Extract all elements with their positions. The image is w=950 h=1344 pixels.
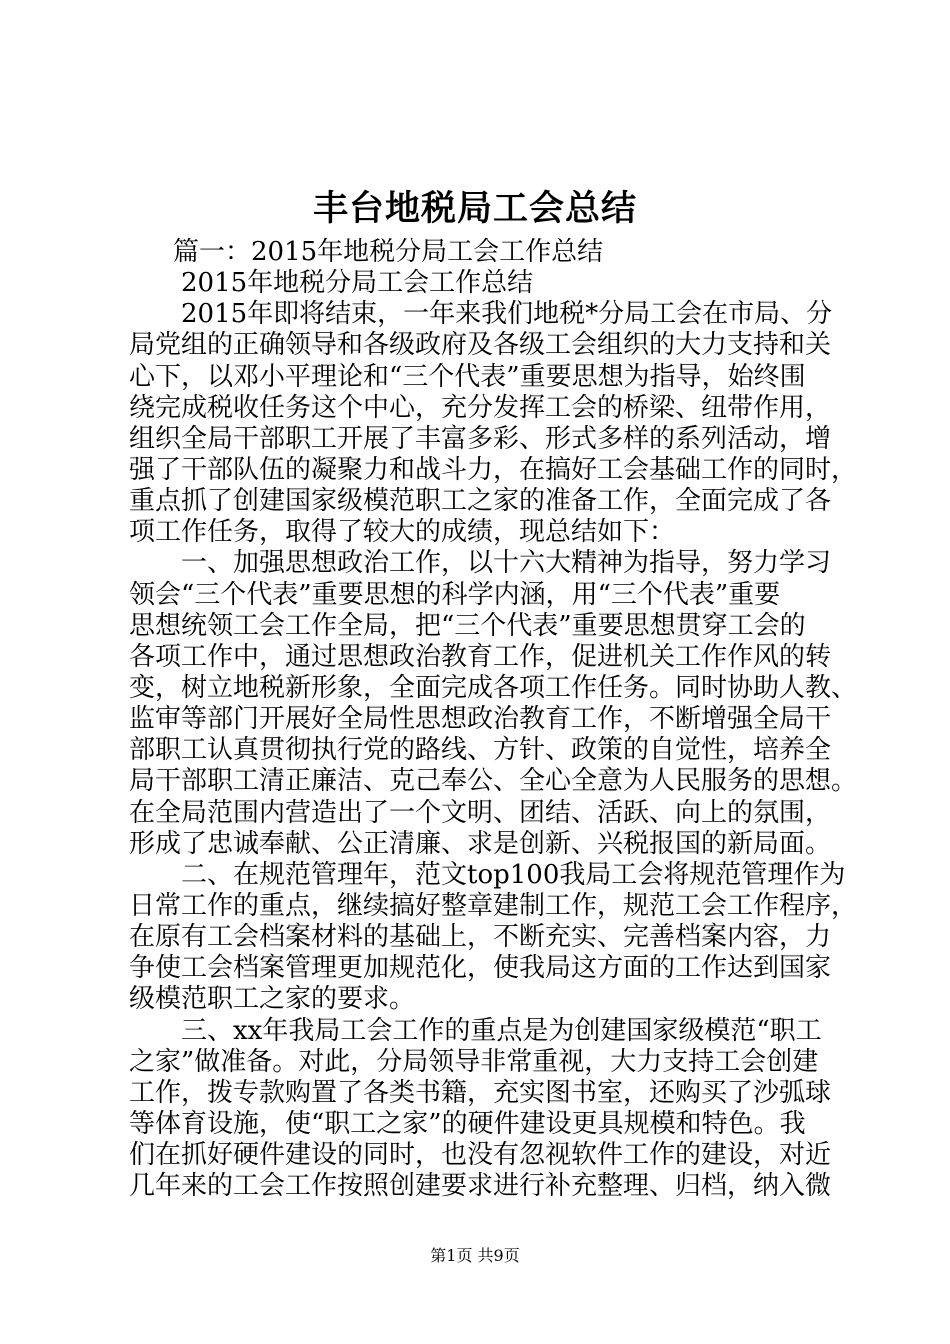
paragraph-line: 心下，以邓小平理论和“三个代表”重要思想为指导，始终围 — [129, 361, 806, 392]
paragraph-line: 监审等部门开展好全局性思想政治教育工作，不断增强全局干 — [129, 704, 832, 735]
document-body — [129, 237, 858, 1202]
page-footer: 第1页 共9页 — [430, 1246, 520, 1265]
subtitle: 2015年地税分局工会工作总结 — [181, 268, 534, 299]
paragraph-line: 变，树立地税新形象，全面完成各项工作任务。同时协助人教、 — [129, 672, 858, 703]
paragraph-line: 在原有工会档案材料的基础上，不断充实、完善档案内容，力 — [129, 922, 832, 953]
paragraph-line: 级模范职工之家的要求。 — [129, 984, 416, 1015]
paragraph-line: 几年来的工会工作按照创建要求进行补充整理、归档，纳入微 — [129, 1171, 832, 1202]
paragraph-line: 三、xx年我局工会工作的重点是为创建国家级模范“职工 — [181, 1015, 822, 1046]
paragraph-line: 2015年即将结束，一年来我们地税*分局工会在市局、分 — [181, 299, 833, 330]
paragraph-line: 各项工作中，通过思想政治教育工作，促进机关工作作风的转 — [129, 641, 832, 672]
paragraph-line: 部职工认真贯彻执行党的路线、方针、政策的自觉性，培养全 — [129, 735, 832, 766]
paragraph-line: 等体育设施，使“职工之家”的硬件建设更具规模和特色。我 — [129, 1108, 806, 1139]
paragraph-line: 重点抓了创建国家级模范职工之家的准备工作，全面完成了各 — [129, 486, 832, 517]
section-heading: 篇一：2015年地税分局工会工作总结 — [173, 237, 604, 267]
paragraph-line: 局党组的正确领导和各级政府及各级工会组织的大力支持和关 — [129, 330, 832, 361]
paragraph-line: 二、在规范管理年，范文top100我局工会将规范管理作为 — [181, 859, 846, 890]
paragraph-line: 们在抓好硬件建设的同时，也没有忽视软件工作的建设，对近 — [129, 1140, 832, 1171]
paragraph-line: 一、加强思想政治工作，以十六大精神为指导，努力学习 — [181, 548, 832, 579]
paragraph-line: 组织全局干部职工开展了丰富多彩、形式多样的系列活动，增 — [129, 423, 832, 454]
paragraph-line: 思想统领工会工作全局，把“三个代表”重要思想贯穿工会的 — [129, 610, 806, 641]
paragraph-line: 局干部职工清正廉洁、克己奉公、全心全意为人民服务的思想。 — [129, 766, 858, 797]
paragraph-line: 强了干部队伍的凝聚力和战斗力，在搞好工会基础工作的同时， — [129, 454, 858, 485]
paragraph-line: 形成了忠诚奉献、公正清廉、求是创新、兴税报国的新局面。 — [129, 828, 832, 859]
paragraph-line: 领会“三个代表”重要思想的科学内涵，用“三个代表”重要 — [129, 579, 781, 610]
paragraph-line: 之家”做准备。对此，分局领导非常重视，大力支持工会创建 — [129, 1046, 819, 1077]
paragraph-line: 日常工作的重点，继续搞好整章建制工作，规范工会工作程序， — [129, 890, 858, 921]
document-title: 丰台地税局工会总结 — [312, 188, 637, 229]
paragraph-line: 争使工会档案管理更加规范化，使我局这方面的工作达到国家 — [129, 953, 832, 984]
paragraph-line: 工作，拨专款购置了各类书籍，充实图书室，还购买了沙弧球 — [129, 1077, 832, 1108]
paragraph-line: 在全局范围内营造出了一个文明、团结、活跃、向上的氛围， — [129, 797, 832, 828]
paragraph-line: 项工作任务，取得了较大的成绩，现总结如下： — [129, 517, 676, 548]
paragraph-line: 绕完成税收任务这个中心，充分发挥工会的桥梁、纽带作用， — [129, 392, 832, 423]
